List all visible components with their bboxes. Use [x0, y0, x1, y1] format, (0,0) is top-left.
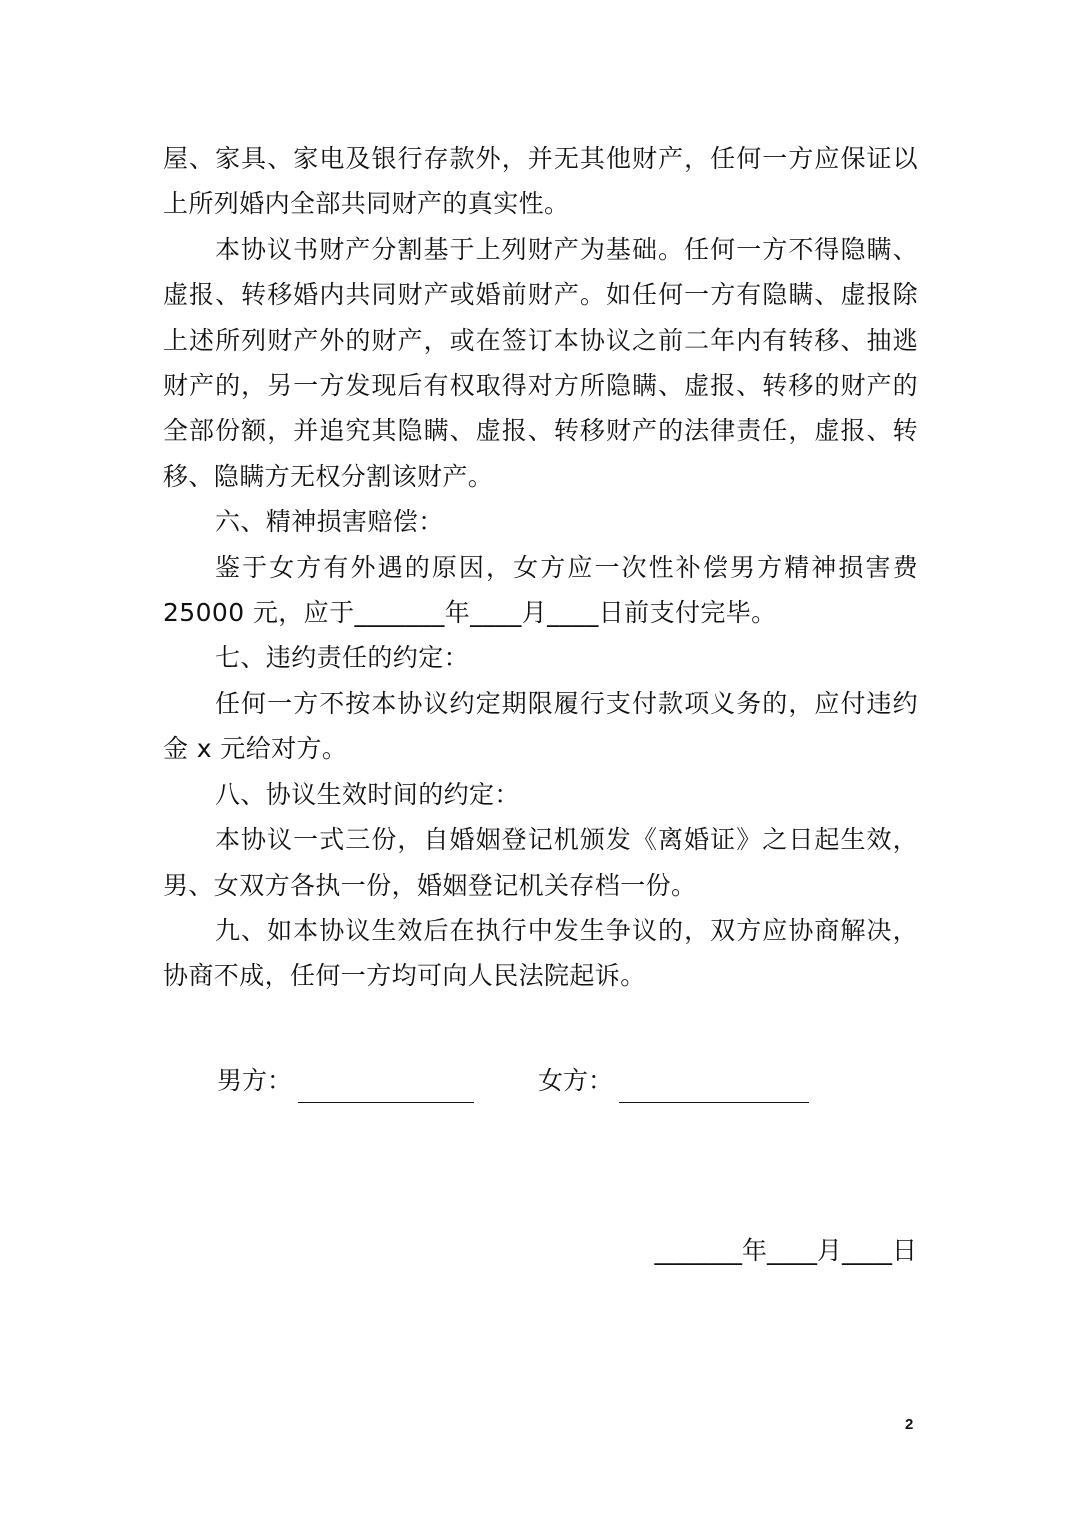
signature-block	[217, 1058, 809, 1103]
agreement-body	[163, 136, 918, 999]
section-heading-mental-damage: 六、精神损害赔偿：	[215, 507, 444, 537]
paragraph-property-division: 本协议书财产分割基于上列财产为基础。任何一方不得隐瞒、虚报、转移婚内共同财产或婚前财产。如任何一方有隐瞒、虚报除上述所列财产外的财产，或在签订本协议之前二年内有转移、抽逃财产的，另一方发现后有权取得对方所隐瞒、虚报、转移的财产的全部份额，并追究其隐瞒、虚报、转移财产的法律责任，虚报、转移、隐瞒方无权分割该财产。	[163, 234, 918, 491]
section-heading-breach: 七、违约责任的约定：	[215, 643, 470, 673]
female-signature-line	[619, 1068, 809, 1103]
section-heading-effective-time: 八、协议生效时间的约定：	[215, 779, 520, 809]
male-signature-label: 男方：	[217, 1066, 293, 1095]
female-signature-label: 女方：	[538, 1066, 614, 1095]
paragraph-mental-damage: 鉴于女方有外遇的原因，女方应一次性补偿男方精神损害费25000 元，应于_______年____月____日前支付完毕。	[163, 552, 918, 628]
male-signature-line	[298, 1068, 474, 1103]
signing-date: _______年____月____日	[654, 1236, 917, 1265]
page-number: 2	[905, 1416, 914, 1433]
paragraph-effective-time: 本协议一式三份，自婚姻登记机颁发《离婚证》之日起生效，男、女双方各执一份，婚姻登记机关存档一份。	[163, 825, 918, 900]
paragraph-property-truth: 屋、家具、家电及银行存款外，并无其他财产，任何一方应保证以上所列婚内全部共同财产的真实性。	[163, 144, 918, 219]
paragraph-dispute: 九、如本协议生效后在执行中发生争议的，双方应协商解决，协商不成，任何一方均可向人民法院起诉。	[163, 915, 918, 991]
paragraph-breach: 任何一方不按本协议约定期限履行支付款项义务的，应付违约金 x 元给对方。	[163, 688, 918, 764]
